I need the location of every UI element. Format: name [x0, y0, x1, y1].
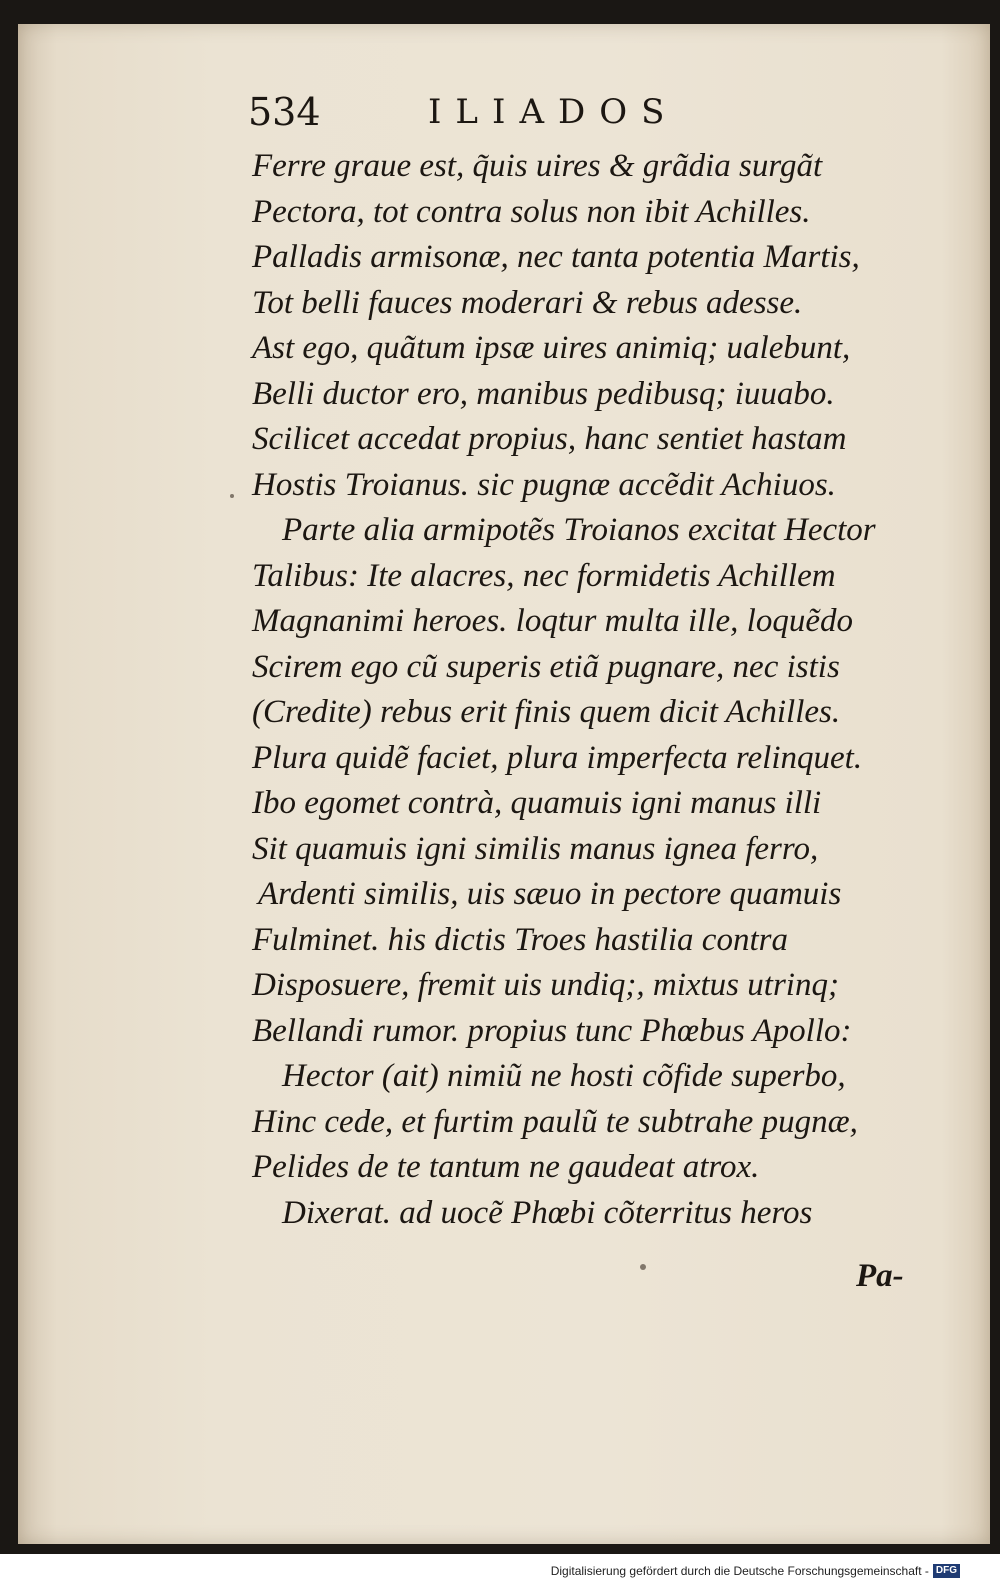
verse-block [252, 144, 952, 1236]
page-number: 534 [248, 90, 321, 134]
verse-line: Talibus: Ite alacres, nec formidetis Achillem [252, 557, 836, 594]
catchword: Pa- [856, 1258, 904, 1294]
verse-line: Hector (ait) nimiũ ne hosti cõfide superbo, [282, 1058, 846, 1094]
verse-line: Pelides de te tantum ne gaudeat atrox. [252, 1149, 760, 1185]
verse-line: Ibo egomet contrà, quamuis igni manus illi [252, 785, 822, 821]
verse-line: Hinc cede, et furtim paulũ te subtrahe pugnæ, [252, 1103, 858, 1140]
ink-speck [640, 1264, 646, 1270]
verse-line: Sit quamuis igni similis manus ignea ferro, [252, 830, 819, 867]
verse-line: Palladis armisonæ, nec tanta potentia Martis, [252, 239, 860, 275]
page-header [248, 82, 718, 142]
verse-line: Ast ego, quãtum ipsæ uires animiq; ualebunt, [252, 330, 851, 366]
verse-line: Scirem ego cũ superis etiã pugnare, nec istis [252, 648, 840, 685]
verse-line: Parte alia armipotẽs Troianos excitat Hector [282, 512, 876, 548]
verse-line: Fulminet. his dictis Troes hastilia contra [252, 921, 788, 958]
verse-line: Ardenti similis, uis sæuo in pectore quamuis [258, 876, 842, 912]
verse-line: Tot belli fauces moderari & rebus adesse. [252, 284, 803, 321]
verse-line: Magnanimi heroes. loqtur multa ille, loquẽdo [252, 603, 853, 639]
verse-line: Bellandi rumor. propius tunc Phœbus Apollo: [252, 1012, 852, 1049]
verse-line: Pectora, tot contra solus non ibit Achilles. [252, 193, 811, 230]
verse-line: (Credite) rebus erit finis quem dicit Achilles. [252, 694, 841, 730]
running-title: ILIADOS [428, 92, 679, 132]
verse-line: Belli ductor ero, manibus pedibusq; iuuabo. [252, 375, 835, 412]
verse-line: Plura quidẽ faciet, plura imperfecta relinquet. [252, 739, 863, 776]
digitization-credit-bar [0, 1554, 1000, 1588]
dfg-logo-icon: DFG [933, 1564, 960, 1578]
funding-credit-text: Digitalisierung gefördert durch die Deutsche Forschungsgemeinschaft - [550, 1564, 929, 1578]
verse-line: Disposuere, fremit uis undiq;, mixtus utrinq; [252, 967, 839, 1003]
verse-line: Ferre graue est, q̃uis uires & grãdia surgãt [252, 148, 823, 184]
verse-line: Hostis Troianus. sic pugnæ accẽdit Achiuos. [252, 466, 836, 503]
ink-speck [230, 494, 234, 498]
verse-line: Scilicet accedat propius, hanc sentiet hastam [252, 421, 847, 457]
verse-line: Dixerat. ad uocẽ Phœbi cõterritus heros [282, 1194, 813, 1231]
